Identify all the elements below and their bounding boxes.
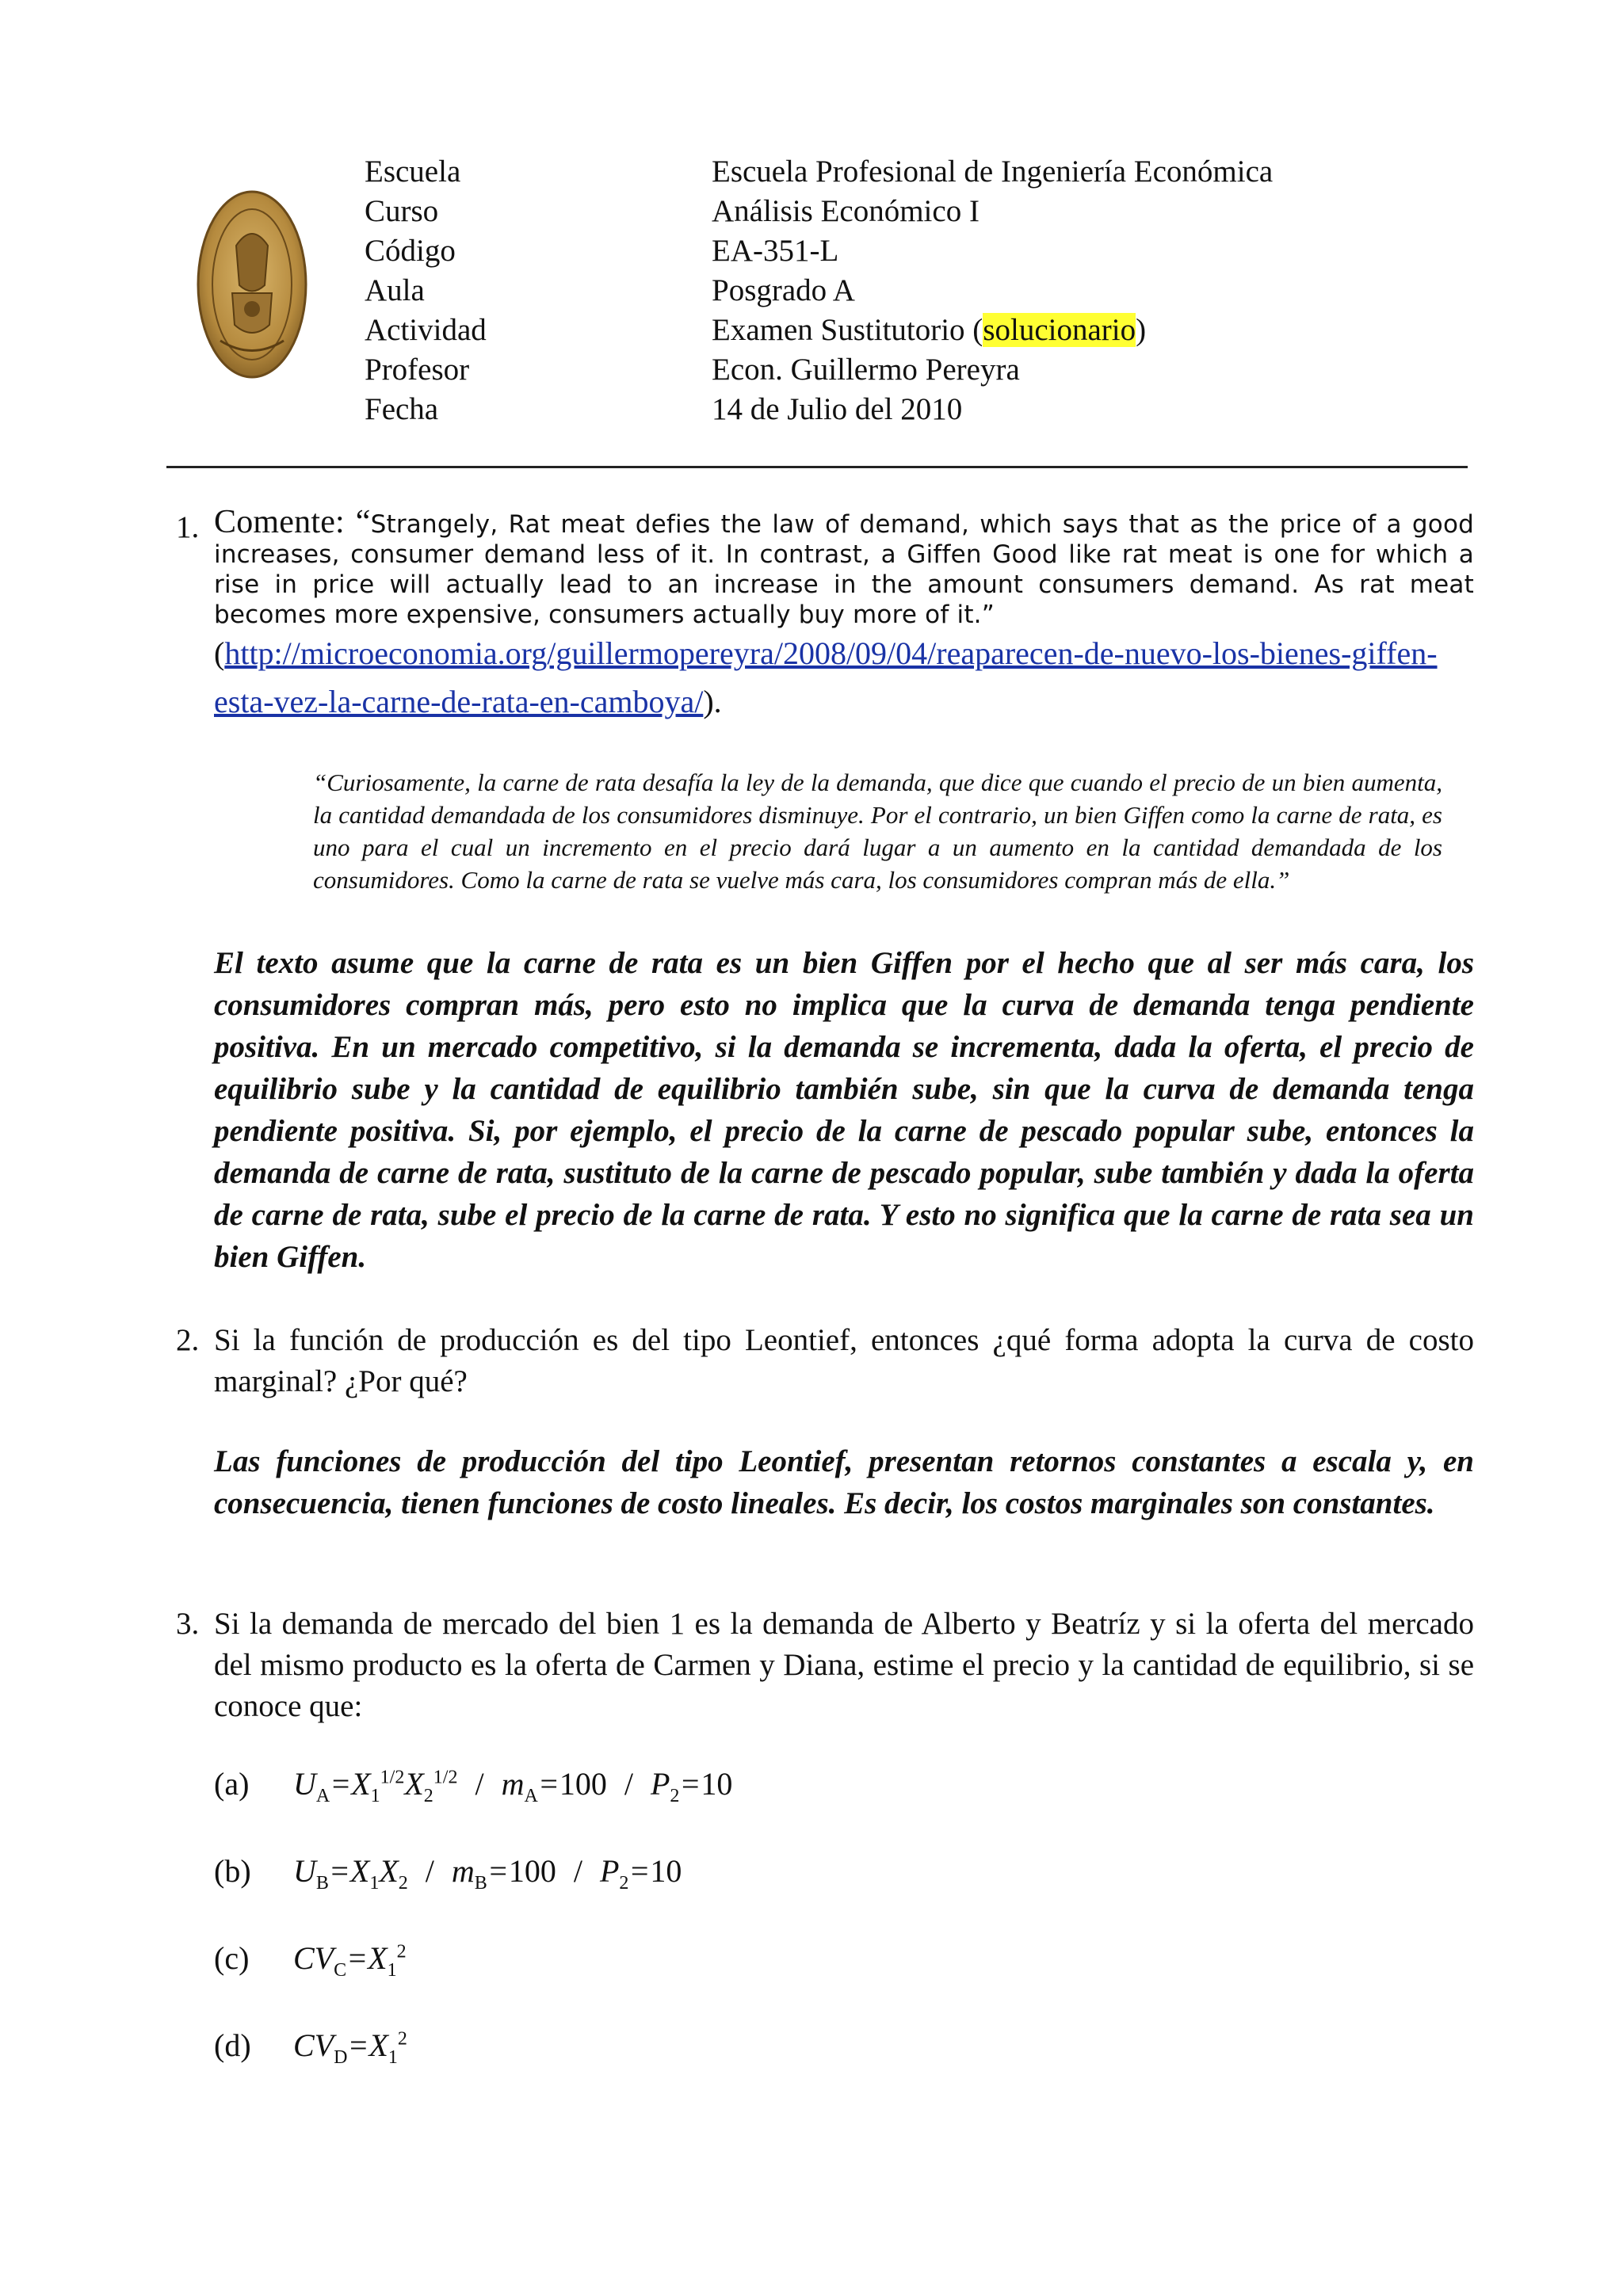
answer-1: El texto asume que la carne de rata es un bien Giffen por el hecho que al ser más cara, los consumidores compran más, pero esto no implica que la curva de demanda tenga pendiente positiva. En un mercado competitivo, si la demanda se incrementa, dada la oferta, el precio de equilibrio sube y la cantidad de equilibrio también sube, sin que la curva de demanda tenga pendiente positiva. Si, por ejemplo, el precio de la carne de pescado popular sube, entonces la demanda de carne de rata, sustituto de la carne de pescado popular, sube también y dada la oferta de carne de rata, sube el precio de la carne de rata. Y esto no significa que la carne de rata sea un bien Giffen. (214, 946, 1474, 1274)
activity-close: ) (1136, 313, 1147, 347)
item-label: (a) (214, 1766, 250, 1802)
header-value: 14 de Julio del 2010 (712, 392, 963, 426)
header-label: Escuela (365, 154, 461, 189)
cost-formula-c: $CV_C=X_1^2$ (293, 1940, 407, 1981)
header-label: Profesor (365, 353, 470, 387)
paren-open: ( (214, 635, 225, 671)
question-2 (176, 1320, 1474, 1524)
item-label: (d) (214, 2027, 251, 2063)
activity-text: Examen Sustitutorio ( (712, 313, 983, 347)
header-label: Fecha (365, 392, 439, 426)
header-label: Curso (365, 194, 439, 228)
item-label: (c) (214, 1940, 250, 1976)
header-row-curso (365, 192, 1490, 231)
header-row-aula (365, 271, 1490, 311)
utility-formula-a: $U_A=X_1^{1/2}X_2^{1/2} / m_A=100 / P_2=10$ (293, 1766, 733, 1806)
utility-formula-b: $U_B=X_1X_2 / m_B=100 / P_2=10$ (293, 1853, 682, 1894)
header-value: Econ. Guillermo Pereyra (712, 353, 1020, 387)
item-c (214, 1939, 1474, 2027)
question-1-statement (214, 504, 1475, 630)
question-3 (176, 1604, 1474, 2114)
item-a (214, 1765, 1474, 1852)
source-link[interactable]: http://microeconomia.org/guillermopereyra/2008/09/04/reaparecen-de-nuevo-los-bienes-giffen-esta-vez-la-carne-de-rata-en-camboya/ (214, 635, 1438, 719)
header-row-escuela (365, 152, 1490, 192)
question-number: 3. (176, 1607, 200, 1641)
header-row-actividad (365, 311, 1490, 350)
header-row-codigo (365, 231, 1490, 271)
question-number: 2. (176, 1323, 200, 1357)
question-1 (176, 504, 1475, 1278)
question-3-items (214, 1765, 1474, 2114)
header-value: Posgrado A (712, 273, 855, 307)
answer-2: Las funciones de producción del tipo Leontief, presentan retornos constantes a escala y, en consecuencia, tienen funciones de costo lineales. Es decir, los costos marginales son constantes. (214, 1444, 1474, 1520)
header-row-profesor (365, 350, 1490, 390)
comente-label: Comente: “ (214, 504, 371, 540)
header-table (365, 152, 1490, 429)
header-value: Escuela Profesional de Ingeniería Económica (712, 154, 1274, 189)
header-label: Aula (365, 273, 425, 307)
item-d (214, 2027, 1474, 2114)
highlighted-solucionario: solucionario (983, 313, 1136, 347)
header-value: EA-351-L (712, 234, 839, 268)
header-value (712, 311, 1490, 350)
cost-formula-d: $CV_D=X_1^2$ (293, 2027, 407, 2068)
university-seal-logo (197, 190, 307, 379)
header-row-fecha (365, 390, 1490, 429)
header-label: Código (365, 234, 456, 268)
header-label: Actividad (365, 313, 487, 347)
source-citation (214, 633, 1474, 730)
english-quote: Strangely, Rat meat defies the law of demand, which says that as the price of a good increases, consumer demand less of it. In contrast, a Giffen Good like rat meat is one for which a rise in price will actually lead to an increase in the amount consumers demand. As rat meat becomes more expensive, consumers actually buy more of it.” (214, 510, 1475, 629)
header-value: Análisis Económico I (712, 194, 980, 228)
header-divider (166, 466, 1468, 468)
paren-close: ). (703, 684, 722, 719)
question-3-text: Si la demanda de mercado del bien 1 es la demanda de Alberto y Beatríz y si la oferta del mercado del mismo producto es la oferta de Carmen y Diana, estime el precio y la cantidad de equilibrio, si se conoce que: (214, 1607, 1474, 1723)
question-2-text: Si la función de producción es del tipo Leontief, entonces ¿qué forma adopta la curva de costo marginal? ¿Por qué? (214, 1323, 1474, 1398)
question-number: 1. (176, 510, 200, 544)
item-label: (b) (214, 1853, 251, 1889)
spanish-translation-quote: “Curiosamente, la carne de rata desafía la ley de la demanda, que dice que cuando el precio de un bien aumenta, la cantidad demandada de los consumidores disminuye. Por el contrario, un bien Giffen como la carne de rata, es uno para el cual un incremento en el precio dará lugar a un aumento en la cantidad demandada de los consumidores. Como la carne de rata se vuelve más cara, los consumidores compran más de ella.” (313, 769, 1442, 894)
item-b (214, 1852, 1474, 1939)
